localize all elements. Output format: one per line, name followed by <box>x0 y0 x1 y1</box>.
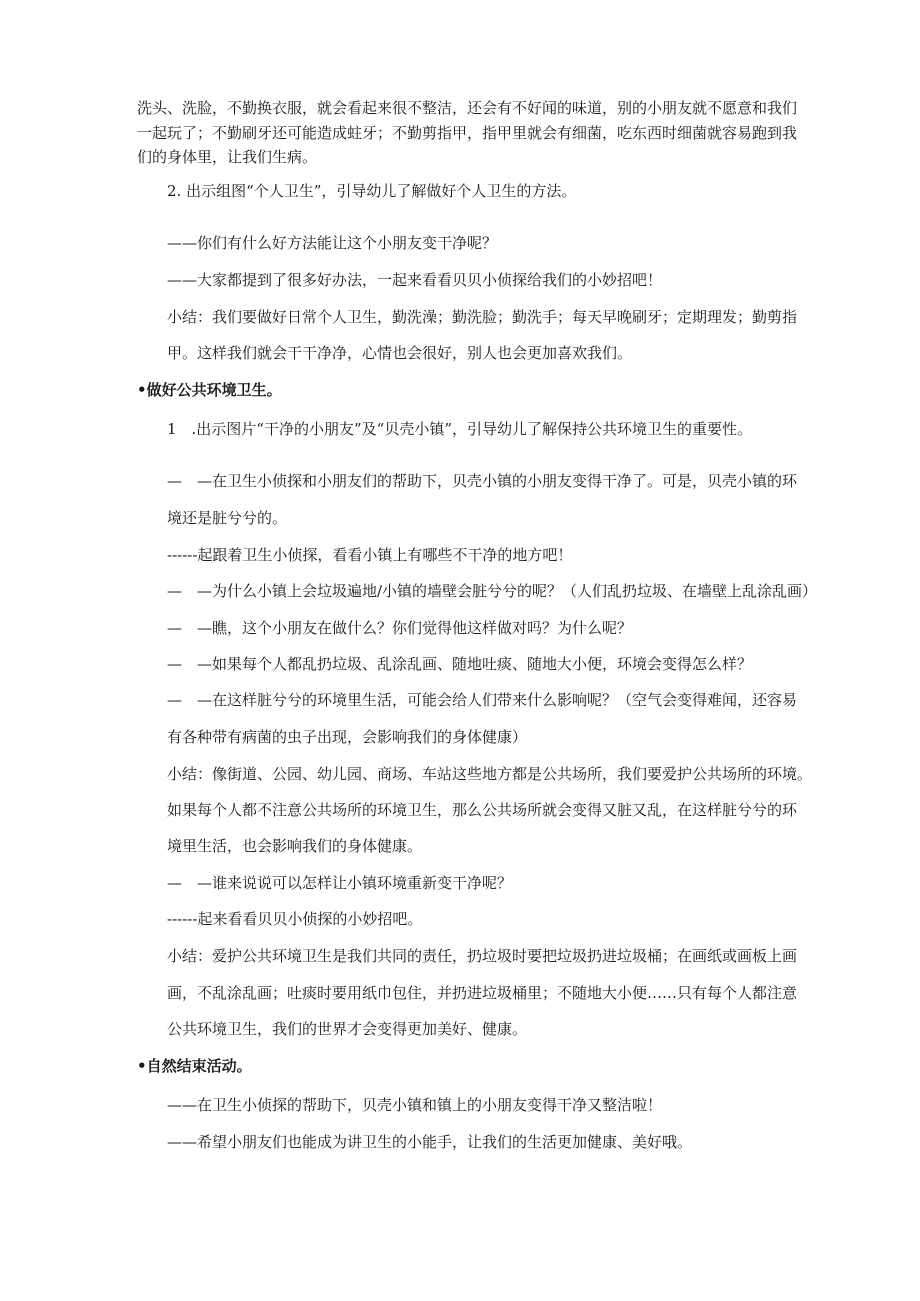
paragraph-line: 境还是脏兮兮的。 <box>167 509 288 527</box>
paragraph-line: 小结：爱护公共环境卫生是我们共同的责任，扔垃圾时要把垃圾扔进垃圾桶；在画纸或画板上画 <box>167 947 798 965</box>
paragraph-line: — —谁来说说可以怎样让小镇环境重新变干净呢？ <box>167 874 513 892</box>
section-heading-public-hygiene: •做好公共环境卫生。 <box>137 381 282 399</box>
paragraph-line: 甲。这样我们就会干干净净，心情也会很好，别人也会更加喜欢我们。 <box>167 344 633 362</box>
paragraph-line: — —在卫生小侦探和小朋友们的帮助下，贝壳小镇的小朋友变得干净了。可是，贝壳小镇的环 <box>167 472 798 490</box>
paragraph-line: 画，不乱涂乱画；吐痰时要用纸巾包住，并扔进垃圾桶里；不随地大小便……只有每个人都注意 <box>167 984 798 1002</box>
paragraph-line: 如果每个人都不注意公共场所的环境卫生，那么公共场所就会变得又脏又乱，在这样脏兮兮的环 <box>167 801 798 819</box>
paragraph-line: 境里生活，也会影响我们的身体健康。 <box>167 837 423 855</box>
paragraph-line: 洗头、洗脸，不勤换衣服，就会看起来很不整洁，还会有不好闻的味道，别的小朋友就不愿意和我们 <box>137 99 798 117</box>
paragraph-line: 2. 出示组图“个人卫生”，引导幼儿了解做好个人卫生的方法。 <box>167 182 577 200</box>
paragraph-line: — —在这样脏兮兮的环境里生活，可能会给人们带来什么影响呢？（空气会变得难闻，还容易 <box>167 691 798 709</box>
paragraph-line: 一起玩了；不勤刷牙还可能造成蛀牙；不勤剪指甲，指甲里就会有细菌，吃东西时细菌就容易跑到我 <box>137 124 798 142</box>
paragraph-line: 小结：我们要做好日常个人卫生，勤洗澡；勤洗脸；勤洗手；每天早晚刷牙；定期理发；勤剪指 <box>167 308 798 326</box>
paragraph-line: ——希望小朋友们也能成为讲卫生的小能手，让我们的生活更加健康、美好哦。 <box>167 1133 693 1151</box>
paragraph-line: 们的身体里，让我们生病。 <box>137 148 318 166</box>
paragraph-line: — —为什么小镇上会垃圾遍地/小镇的墙壁会脏兮兮的呢？（人们乱扔垃圾、在墙壁上乱涂乱画） <box>167 582 818 600</box>
paragraph-line: 1 .出示图片“干净的小朋友”及“贝壳小镇”，引导幼儿了解保持公共环境卫生的重要性。 <box>167 420 752 438</box>
paragraph-line: ------起跟着卫生小侦探，看看小镇上有哪些不干净的地方吧！ <box>167 546 573 564</box>
paragraph-line: 有各种带有病菌的虫子出现，会影响我们的身体健康） <box>167 728 528 746</box>
paragraph-line: 公共环境卫生，我们的世界才会变得更加美好、健康。 <box>167 1020 528 1038</box>
paragraph-line: ——你们有什么好方法能让这个小朋友变干净呢？ <box>167 234 498 252</box>
paragraph-line: ——大家都提到了很多好办法，一起来看看贝贝小侦探给我们的小妙招吧！ <box>167 271 663 289</box>
paragraph-line: ——在卫生小侦探的帮助下，贝壳小镇和镇上的小朋友变得干净又整洁啦！ <box>167 1096 663 1114</box>
paragraph-line: — —瞧，这个小朋友在做什么？你们觉得他这样做对吗？为什么呢？ <box>167 619 633 637</box>
paragraph-line: ------起来看看贝贝小侦探的小妙招吧。 <box>167 910 423 928</box>
section-heading-end-activity: •自然结束活动。 <box>137 1057 252 1075</box>
paragraph-line: — —如果每个人都乱扔垃圾、乱涂乱画、随地吐痰、随地大小便，环境会变得怎么样？ <box>167 655 753 673</box>
paragraph-line: 小结：像街道、公园、幼儿园、商场、车站这些地方都是公共场所，我们要爱护公共场所的环境。 <box>167 765 813 783</box>
